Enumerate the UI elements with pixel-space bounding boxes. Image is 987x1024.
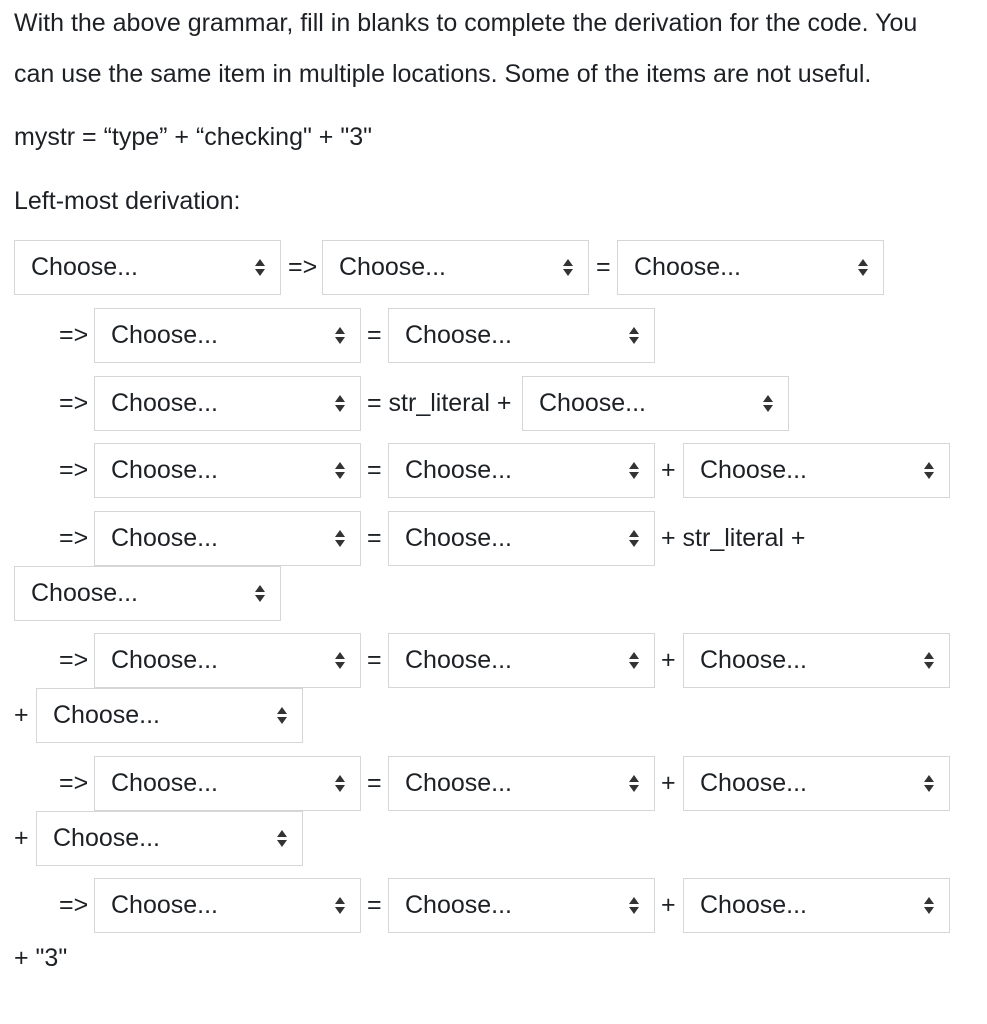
plus-three-literal: + "3" [14, 944, 68, 972]
dropdown-r8-b[interactable]: Choose... [388, 878, 655, 933]
dropdown-r6-d[interactable]: Choose... [36, 688, 303, 743]
dropdown-r1-c[interactable]: Choose... [617, 240, 884, 295]
chevron-updown-icon [334, 897, 346, 915]
plus-sign: + [661, 769, 676, 797]
dropdown-r7-d[interactable]: Choose... [36, 811, 303, 866]
chevron-updown-icon [628, 897, 640, 915]
derive-arrow: => [59, 389, 89, 417]
derive-arrow: => [59, 524, 89, 552]
dropdown-r3-a[interactable]: Choose... [94, 376, 361, 431]
instructions-line-2: can use the same item in multiple locations. Some of the items are not useful. [14, 60, 872, 88]
derive-arrow: => [59, 891, 89, 919]
equals-sign: = [367, 456, 382, 484]
dropdown-r7-a[interactable]: Choose... [94, 756, 361, 811]
chevron-updown-icon [334, 652, 346, 670]
derivation-label: Left-most derivation: [14, 187, 241, 215]
dropdown-r6-c[interactable]: Choose... [683, 633, 950, 688]
equals-sign: = [367, 321, 382, 349]
dropdown-r4-c[interactable]: Choose... [683, 443, 950, 498]
dropdown-r5-c[interactable]: Choose... [14, 566, 281, 621]
plus-sign: + [14, 701, 29, 729]
chevron-updown-icon [334, 395, 346, 413]
equals-sign: = [367, 769, 382, 797]
equals-sign: = [367, 646, 382, 674]
dropdown-r8-c[interactable]: Choose... [683, 878, 950, 933]
equals-sign: = [367, 891, 382, 919]
dropdown-r8-a[interactable]: Choose... [94, 878, 361, 933]
chevron-updown-icon [923, 775, 935, 793]
derive-arrow: => [59, 321, 89, 349]
equals-str-literal-plus: = str_literal + [367, 389, 512, 417]
dropdown-r7-b[interactable]: Choose... [388, 756, 655, 811]
chevron-updown-icon [628, 462, 640, 480]
dropdown-r3-b[interactable]: Choose... [522, 376, 789, 431]
chevron-updown-icon [276, 830, 288, 848]
code-expression: mystr = “type” + “checking" + "3" [14, 123, 372, 151]
chevron-updown-icon [276, 707, 288, 725]
chevron-updown-icon [923, 897, 935, 915]
chevron-updown-icon [628, 652, 640, 670]
plus-sign: + [14, 824, 29, 852]
dropdown-r7-c[interactable]: Choose... [683, 756, 950, 811]
dropdown-r1-b[interactable]: Choose... [322, 240, 589, 295]
dropdown-r5-a[interactable]: Choose... [94, 511, 361, 566]
dropdown-r2-b[interactable]: Choose... [388, 308, 655, 363]
instructions-line-1: With the above grammar, fill in blanks to complete the derivation for the code. You [14, 9, 918, 37]
chevron-updown-icon [334, 775, 346, 793]
equals-sign: = [596, 253, 611, 281]
derive-arrow: => [59, 769, 89, 797]
plus-sign: + [661, 646, 676, 674]
chevron-updown-icon [923, 462, 935, 480]
chevron-updown-icon [334, 462, 346, 480]
chevron-updown-icon [254, 259, 266, 277]
dropdown-r4-b[interactable]: Choose... [388, 443, 655, 498]
chevron-updown-icon [857, 259, 869, 277]
dropdown-r5-b[interactable]: Choose... [388, 511, 655, 566]
chevron-updown-icon [628, 530, 640, 548]
chevron-updown-icon [334, 327, 346, 345]
derive-arrow: => [59, 646, 89, 674]
derive-arrow: => [59, 456, 89, 484]
chevron-updown-icon [923, 652, 935, 670]
chevron-updown-icon [762, 395, 774, 413]
dropdown-r1-a[interactable]: Choose... [14, 240, 281, 295]
instructions [14, 0, 974, 100]
chevron-updown-icon [628, 327, 640, 345]
dropdown-r6-b[interactable]: Choose... [388, 633, 655, 688]
chevron-updown-icon [254, 585, 266, 603]
chevron-updown-icon [628, 775, 640, 793]
equals-sign: = [367, 524, 382, 552]
derive-arrow: => [288, 253, 318, 281]
dropdown-r6-a[interactable]: Choose... [94, 633, 361, 688]
plus-sign: + [661, 456, 676, 484]
chevron-updown-icon [334, 530, 346, 548]
dropdown-r4-a[interactable]: Choose... [94, 443, 361, 498]
chevron-updown-icon [562, 259, 574, 277]
plus-sign: + [661, 891, 676, 919]
plus-str-literal-plus: + str_literal + [661, 524, 806, 552]
dropdown-r2-a[interactable]: Choose... [94, 308, 361, 363]
